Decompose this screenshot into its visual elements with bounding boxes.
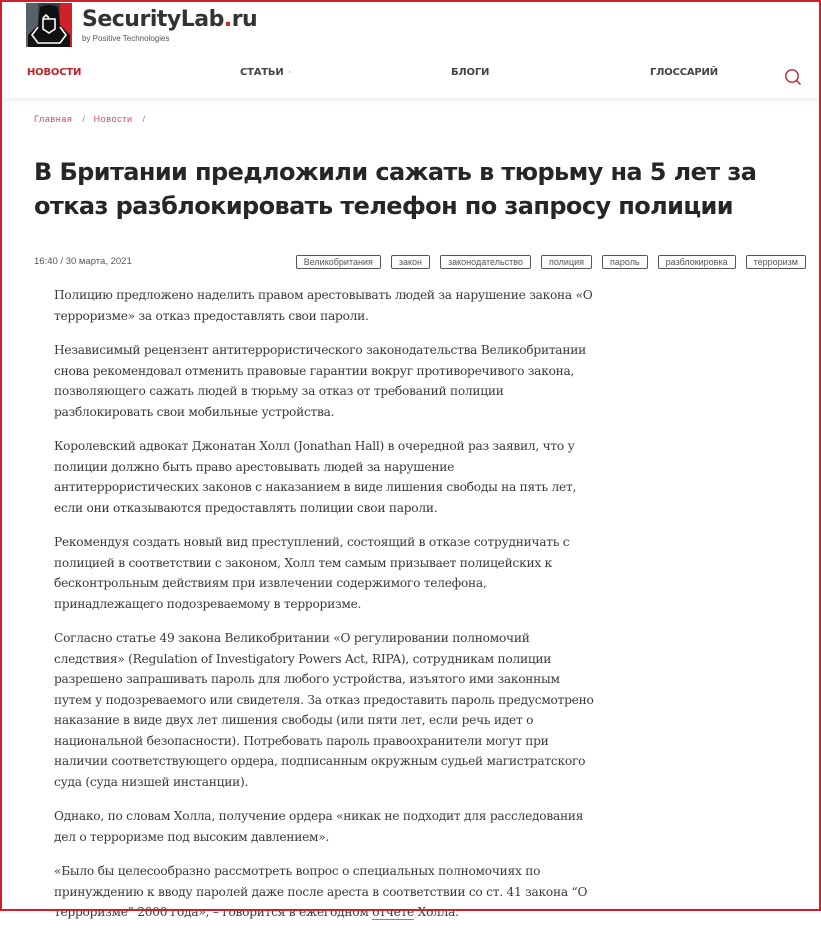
brand-byline: by Positive Technologies xyxy=(82,34,170,43)
tag[interactable]: законодательство xyxy=(440,255,531,269)
site-header xyxy=(0,0,821,98)
article-paragraph: Однако, по словам Холла, получение ордера «никак не подходит для расследования дел о терроризме под высоким давлением». xyxy=(54,809,584,844)
report-link[interactable]: отчете xyxy=(372,905,415,919)
site-logo[interactable] xyxy=(26,3,257,47)
article-timestamp: 16:40 / 30 марта, 2021 xyxy=(34,256,132,267)
tag[interactable]: разблокировка xyxy=(658,255,736,269)
article-paragraph: Согласно статье 49 закона Великобритании «О регулировании полномочий следствия» (Regulation of Investigatory Powers Act, RIPA), сотрудникам полиции разрешено запрашивать пароль для любого устройства, изъятого ими законным путем у подозреваемого или свидетеля. За отказ предоставить пароль предусмотрено наказание в виде двух лет лишения свободы (или пяти лет, если речь идет о национальной безопасности). Потребовать пароль правоохранители могут при наличии соответствующего ордера, подписанным окружным судьей магистратского суда (суда низшей инстанции). xyxy=(54,631,594,789)
search-icon[interactable] xyxy=(784,68,802,86)
nav-item-glossary[interactable]: ГЛОССАРИЙ xyxy=(650,67,718,78)
article-paragraph: Полицию предложено наделить правом арестовывать людей за нарушение закона «О терроризме» за отказ предоставлять свои пароли. xyxy=(54,288,593,323)
tag-list xyxy=(296,255,806,269)
nav-item-news[interactable]: НОВОСТИ xyxy=(27,67,82,78)
tag[interactable]: полиция xyxy=(541,255,592,269)
hacker-hood-icon xyxy=(26,3,72,47)
article-paragraph: Независимый рецензент антитеррористического законодательства Великобритании снова рекомендовал отменить правовые гарантии вокруг противоречивого закона, позволяющего сажать людей в тюрьму за отказ от требований полиции разблокировать свои мобильные устройства. xyxy=(54,343,586,419)
chevron-down-icon: · xyxy=(288,68,292,78)
article-paragraph: Рекомендуя создать новый вид преступлений, состоящий в отказе сотрудничать с полицией в соответствии с законом, Холл тем самым призывает полицейских к бесконтрольным действиям при извлечении содержимого телефона, принадлежащего подозреваемому в терроризме. xyxy=(54,535,570,611)
article-body xyxy=(54,285,594,937)
breadcrumb: Главная / Новости / xyxy=(34,114,146,124)
tag[interactable]: терроризм xyxy=(746,255,806,269)
breadcrumb-home[interactable]: Главная xyxy=(34,114,73,124)
article-paragraph: Королевский адвокат Джонатан Холл (Jonathan Hall) в очередной раз заявил, что у полиции должно быть право арестовывать людей за нарушение антитеррористических законов с наказанием в виде лишения свободы на пять лет, если они отказываются предоставлять полиции свои пароли. xyxy=(54,439,577,515)
brand-name: SecurityLab.ru xyxy=(82,7,258,32)
nav-item-articles[interactable] xyxy=(240,67,291,78)
nav-item-articles-label: СТАТЬИ xyxy=(240,67,284,78)
main-nav xyxy=(0,67,821,87)
breadcrumb-news[interactable]: Новости xyxy=(93,114,133,124)
article-title: В Британии предложили сажать в тюрьму на 5 лет за отказ разблокировать телефон по запросу полиции xyxy=(34,158,757,220)
nav-item-blogs[interactable]: БЛОГИ xyxy=(451,67,490,78)
tag[interactable]: закон xyxy=(391,255,430,269)
article-paragraph: «Было бы целесообразно рассмотреть вопрос о специальных полномочиях по принуждению к вводу паролей даже после ареста в соответствии со ст. 41 закона “О терроризме” 2000 года», – говорится в ежегодном отчете Холла. xyxy=(54,864,588,919)
tag[interactable]: Великобритания xyxy=(296,255,381,269)
tag[interactable]: пароль xyxy=(602,255,648,269)
